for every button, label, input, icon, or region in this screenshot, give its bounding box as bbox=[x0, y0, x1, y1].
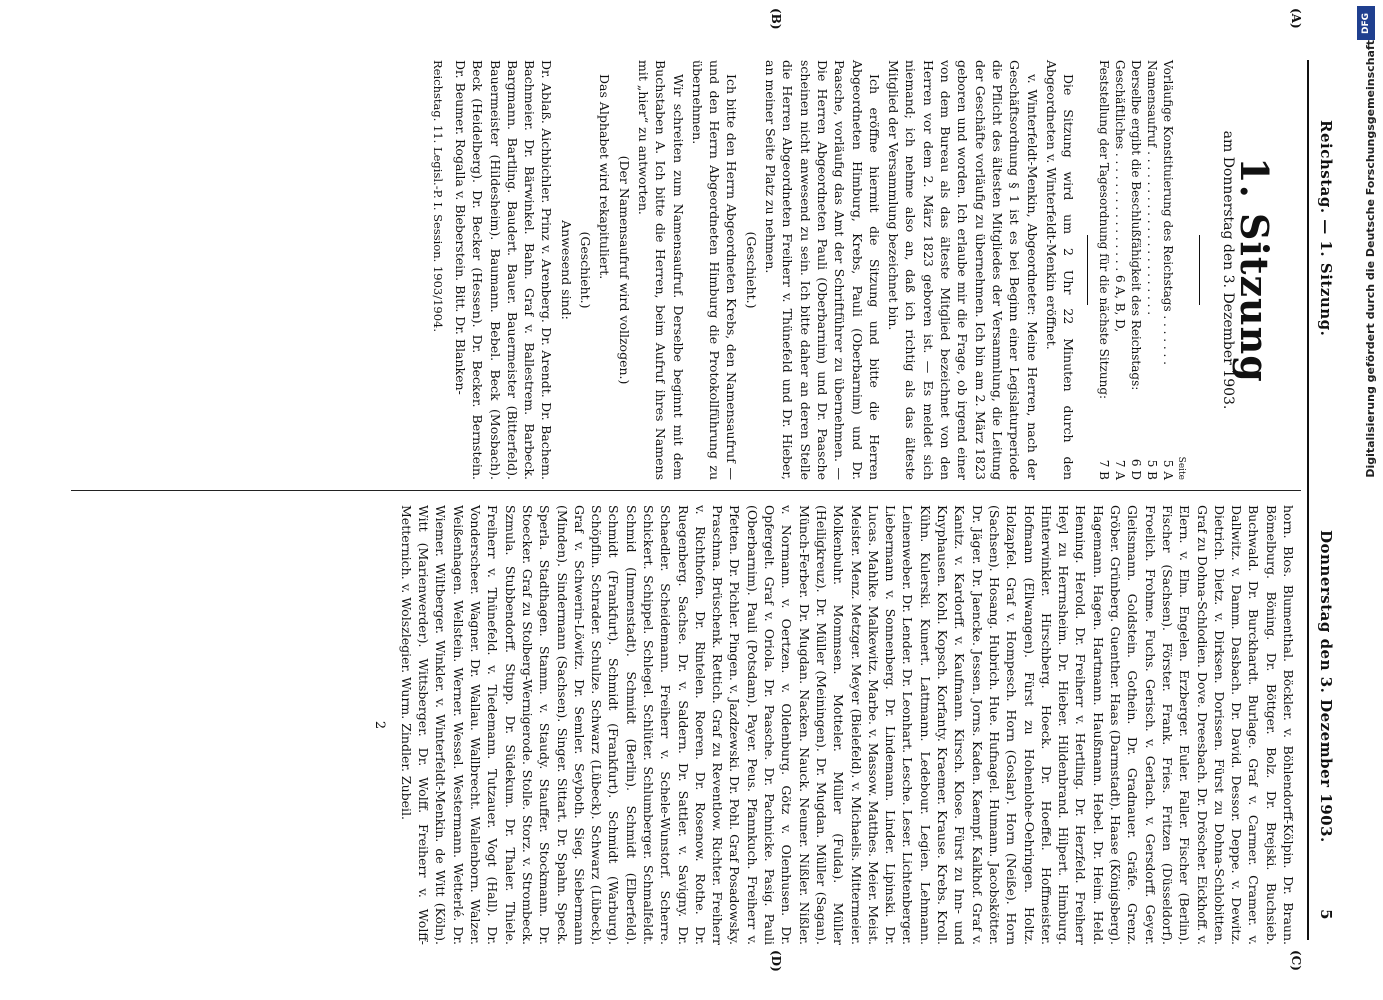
toc-row bbox=[1144, 60, 1160, 480]
toc-label: Vorläufige Konstituierung des Reichstags . . . . . . . bbox=[1161, 60, 1176, 365]
header-left: Reichstag. — 1. Sitzung. bbox=[1317, 120, 1335, 337]
toc-label: Namensaufruf . . . . . . . . . . . . . . . . . . . . . . bbox=[1145, 60, 1160, 316]
left-column bbox=[426, 60, 1297, 480]
margin-mark-c: (C) bbox=[1289, 950, 1303, 971]
toc-page: 5 B bbox=[1145, 459, 1160, 480]
margin-mark-d: (D) bbox=[769, 950, 783, 972]
toc-row bbox=[1112, 60, 1128, 480]
page-signature: 2 bbox=[371, 720, 387, 730]
toc-label: Derselbe ergibt die Beschlußfähigkeit des Reichstags: bbox=[1129, 60, 1144, 391]
attendance-heading: Anwesend sind: bbox=[558, 220, 574, 320]
running-head bbox=[1313, 60, 1335, 920]
toc-page: 5 A bbox=[1161, 459, 1176, 480]
toc-row bbox=[1128, 60, 1144, 480]
stage-direction: (Der Namensaufruf wird vollzogen.) bbox=[616, 155, 632, 385]
toc-heading: Seite bbox=[1176, 456, 1187, 480]
digitization-credit bbox=[1353, 0, 1377, 1000]
toc-row bbox=[1160, 60, 1176, 480]
title-rule bbox=[1199, 235, 1200, 305]
session-title: 1. Sitzung bbox=[1232, 157, 1277, 383]
attendance-list-right: horn. Blos. Blumenthal. Böckler. v. Böhlendorff-Kölpin. Dr. Braun. Bömelburg. Böning. Dr. Böttger. Bolz. Dr. Brejski. Buchsieb. Buchwald. Dr. Burckhardt. Burlage. Graf v. Carmer. Cramer. v. Dallwitz. v. Damm. Dasbach. Dr. David. Dessor. Deppe. v. Dewitz. Dietrich. Dietz. v. Dirksen. Dorissen. Fürst zu Dohna-Schlobitten. Graf zu Dohna-Schlodien. Dove. Dreesbach. Dr. Dröscher. Eickhoff. v. Elern. v. Elm. Engelen. Erzberger. Euler. Faller. Fischer (Berlin). Fischer (Sachsen). Förster. Frank. Fries. Fritzen (Düsseldorf). Froelich. Frohme. Fuchs. Gerisch. v. Gerlach. v. Gersdorff. Geyer. Gleitsmann. Goldstein. Gothein. Dr. Gradnauer. Gräfe. Grenz. Gröber. Grünberg. Guenther. Haas (Darmstadt). Haase (Königsberg). Hagemann. Hagen. Hartmann. Haußmann. Hebel. Dr. Heim. Held. Henning. Herold. Dr. Freiherr v. Hertling. Dr. Herzfeld. Freiherr Heyl zu Herrnsheim. Dr. Hieber. Hildenbrand. Hilpert. Himburg. Hinterwinkler. Hirschberg. Hoeck. Dr. Hoeffel. Hoffmeister. Hofmann (Ellwangen). Fürst zu Hohenlohe-Oehringen. Holtz. Holzapfel. Graf v. Hompesch. Horn (Goslar). Horn (Neiße). Horn (Sachsen). Hosang. Hubrich. Hue. Hufnagel. Humann. Jacobskötter. Dr. Jäger. Dr. Jaencke. Jessen. Jorns. Kaden. Kaempf. Kalkhof. Graf v. Kanitz. v. Kardorff. v. Kaufmann. Kirsch. Klose. Fürst zu Inn- und Knyphausen. Kohl. Kopsch. Korfanty. Kraemer. Krause. Krebs. Kroll. Kühn. Kulerski. Kunert. Lattmann. Ledebour. Legien. Lehmann. Leinenweber. Dr. Lender. Dr. Leonhart. Lesche. Leser. Lichtenberger. Liebermann v. Sonnenberg. Dr. Lindemann. Linder. Lipinski. Dr. Lucas. Mahlke. Malkewitz. Marbe. v. Massow. Matthes. Meier. Meist. Meister. Menz. Metzger. Meyer (Bielefeld). v. Michaelis. Mittermeier. Molkenbuhr. Mommsen. Motteler. Müller (Fulda). Müller (Heiligkreuz). Dr. Müller (Meiningen). Dr. Mugdan. Müller (Sagan). Münch-Ferber. Dr. Mugdan. Nacken. Nauck. Neuner. Nißler. Nißler. v. Normann. v. Oertzen. v. Oldenburg. Götz v. Olenhusen. Dr. Opfergelt. Graf v. Oriola. Dr. Paasche. Dr. Pachnicke. Pasig. Pauli (Oberbarnim). Pauli (Potsdam). Payer. Peus. Pfannkuch. Freiherr v. Pfetten. Dr. Pichler. Pingen. v. Jazdzewski. Dr. Pohl. Graf Posadowsky. Praschma. Brüschenk. Rettich. Graf zu Reventlow. Richter. Freiherr v. Richthofen. Dr. Rintelen. Roeren. Dr. Rosenow. Rothe. Dr. Ruegenberg. Sachse. Dr. v. Saldern. Dr. Sattler. v. Savigny. Dr. Schaedler. Scheidemann. Freiherr v. Schele-Wunstorf. Scherre. Schickert. Schippel. Schlegel. Schlüter. Schlumberger. Schmalfeldt. Schmid (Immenstadt). Schmidt (Berlin). Schmidt (Elberfeld). Schmidt (Frankfurt). Schmidt (Frankfurt). Schmidt (Warburg). Schöpflin. Schrader. Schulze. Schwarz (Lübeck). Schwarz (Lübeck). Graf v. Schwerin-Löwitz. Dr. Semler. Seyboth. Sieg. Siebermann (Minden). Sindermann (Sachsen). Singer. Sittart. Dr. Spahn. Speck. Sperla. Stadthagen. Stamm. v. Staudy. Stauffer. Stockmann. Dr. Stoecker. Graf zu Stolberg-Wernigerode. Stolle. Storz. v. Strombeck. Szmula. Stubbendorff. Stupp. Dr. Südekum. Dr. Thaler. Thiele. Freiherr v. Thünefeld. v. Tiedemann. Tutzauer. Vogt (Hall). Dr. Vonderscheer. Wagner. Dr. Wallau. Wallbrecht. Wallenborn. Walzer. Weißenhagen. Wellstein. Werner. Wessel. Westermann. Wetterlé. Dr. Wiemer. Wiltberger. Winkler. v. Winterfeldt-Menkin. de Witt (Köln). Witt (Marienwerder). Wittsberger. Dr. Wolff. Freiherr v. Wolff-Metternich. v. Wolszlegier. Wurm. Zindler. Zubeil. bbox=[398, 505, 1296, 945]
speech-paragraph-2: Ich eröffne hiermit die Sitzung und bitte die Herren Abgeordneten Himburg, Krebs, Pauli (Oberbarnim) und Dr. Paasche, vorläufig das Amt der Schriftführer zu übernehmen. — Die Herren Abgeordneten Pauli (Oberbarnim) und Dr. Paasche scheinen nicht anwesend zu sein. Ich bitte daher an deren Stelle die Herren Abgeordneten Freiherr v. Thünefeld und Dr. Hieber, an meiner Seite Platz zu nehmen. bbox=[763, 60, 882, 480]
toc-page: 6 D bbox=[1129, 458, 1144, 480]
right-column bbox=[370, 505, 1297, 945]
footer-signature: Reichstag. 11. Legisl.-P. I. Session. 1903/1904. bbox=[430, 60, 445, 333]
attendance-list-left: Dr. Ablaß. Aichbichler. Prinz v. Arenberg. Dr. Arendt. Dr. Bachem. Bachmeier. Dr. Bärwinkel. Bahn. Graf v. Ballestrem. Barbeck. Bargmann. Bartling. Baudert. Bauer. Bauermeister (Bitterfeld). Bauermeister (Hildesheim). Baumann. Bebel. Beck (Mosbach). Beck (Heidelberg). Dr. Becker (Hessen). Dr. Becker. Bernstein. Dr. Beumer. Rogalla v. Bieberstein. Bitt. Dr. Blanken- bbox=[453, 60, 555, 480]
header-right: Donnerstag den 3. Dezember 1903. bbox=[1317, 530, 1335, 843]
header-rule bbox=[1307, 60, 1309, 940]
credit-text: Digitalisierung gefördert durch die Deutsche Forschungsgemeinschaft bbox=[1364, 40, 1377, 478]
toc-page: 7 A bbox=[1113, 459, 1128, 480]
session-subtitle: am Donnerstag den 3. Dezember 1903. bbox=[1219, 130, 1236, 410]
margin-mark-a: (A) bbox=[1289, 8, 1303, 29]
toc-label: Feststellung der Tagesordnung für die nächste Sitzung: bbox=[1097, 60, 1112, 400]
table-of-contents bbox=[1096, 60, 1176, 480]
recap-line: Das Alphabet wird rekapituliert. bbox=[597, 74, 613, 280]
page-number: 5 bbox=[1317, 909, 1335, 920]
toc-page: 7 B bbox=[1097, 459, 1112, 480]
dfg-logo: DFG bbox=[1357, 6, 1375, 40]
speech-paragraph-3: Ich bitte den Herrn Abgeordneten Krebs, den Namensaufruf — und den Herrn Abgeordneten Himburg die Protokollführung zu übernehmen. bbox=[689, 60, 740, 480]
stage-direction: (Geschieht.) bbox=[578, 231, 594, 309]
toc-rule bbox=[1087, 235, 1088, 305]
toc-row bbox=[1096, 60, 1112, 480]
toc-label: Geschäftliches . . . . . . . . . . . . . . . . 6 A, B, D, bbox=[1113, 60, 1128, 333]
column-divider bbox=[71, 490, 1301, 491]
stage-direction: (Geschieht.) bbox=[743, 231, 759, 309]
speech-paragraph-4: Wir schreiten zum Namensaufruf. Derselbe beginnt mit dem Buchstaben A. Ich bitte die Herren, beim Aufruf ihres Namens mit „hier“ zu antworten. bbox=[635, 60, 686, 480]
opening-paragraph: Die Sitzung wird um 2 Uhr 22 Minuten durch den Abgeordneten v. Winterfeldt-Menkin eröffnet. bbox=[1043, 60, 1077, 480]
speech-paragraph-1: v. Winterfeldt-Menkin, Abgeordneter: Meine Herren, nach der Geschäftsordnung § 1 ist es bei Beginn einer Legislaturperiode die Pflicht des ältesten Mitgliedes der Versammlung, die Leitung der Geschäfte vorläufig zu übernehmen. Ich bin am 2. März 1823 geboren und worden. Ich erlaube mir die Frage, ob irgend einer von dem Bureau als das älteste Mitglied bezeichnet von den Herren vor dem 2. März 1823 geboren ist. — Es meldet sich niemand; ich nehme also an, daß ich richtig als das älteste Mitglied der Versammlung bezeichnet bin. bbox=[886, 60, 1040, 480]
margin-mark-b: (B) bbox=[769, 8, 783, 30]
